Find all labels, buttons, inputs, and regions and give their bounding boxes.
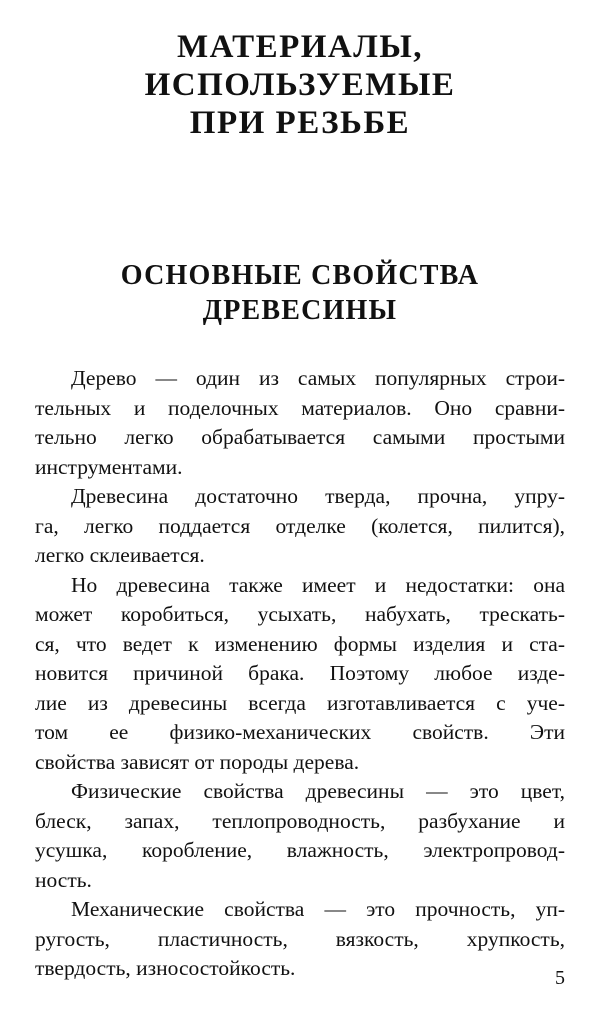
text-line: свойства зависят от породы дерева. bbox=[35, 749, 360, 774]
section-title-line: ОСНОВНЫЕ СВОЙСТВА bbox=[120, 260, 480, 291]
text-line: твердость, износостойкость. bbox=[35, 956, 296, 980]
text-line: Дерево — один из самых популярных строи- bbox=[71, 366, 565, 390]
text-line: лие из древесины всегда изготавливается с уче- bbox=[35, 690, 565, 715]
text-line: новится причиной брака. Поэтому любое изде- bbox=[35, 661, 565, 685]
section-title bbox=[0, 258, 600, 328]
paragraph bbox=[35, 482, 565, 571]
text-line: ность. bbox=[35, 867, 92, 892]
body-text bbox=[35, 364, 565, 984]
paragraph bbox=[35, 777, 565, 895]
text-line: Механические свойства — это прочность, уп- bbox=[71, 897, 565, 921]
text-line: блеск, запах, теплопроводность, разбухание и bbox=[35, 808, 565, 833]
text-line: Древесина достаточно тверда, прочна, упру- bbox=[71, 484, 565, 508]
paragraph bbox=[35, 895, 565, 984]
chapter-title-line: ПРИ РЕЗЬБЕ bbox=[189, 105, 411, 141]
text-line: том ее физико-механических свойств. Эти bbox=[35, 720, 565, 744]
text-line: усушка, коробление, влажность, электропровод- bbox=[35, 838, 565, 862]
text-line: может коробиться, усыхать, набухать, трескать- bbox=[35, 602, 565, 626]
section-title-line: ДРЕВЕСИНЫ bbox=[202, 295, 398, 326]
paragraph bbox=[35, 571, 565, 778]
text-line: тельно легко обрабатывается самыми простыми bbox=[35, 425, 565, 449]
text-line: легко склеивается. bbox=[35, 543, 205, 567]
text-line: ругость, пластичность, вязкость, хрупкость, bbox=[35, 926, 565, 951]
chapter-title-line: МАТЕРИАЛЫ, bbox=[177, 29, 423, 65]
chapter-title-line: ИСПОЛЬЗУЕМЫЕ bbox=[144, 67, 456, 103]
text-line: Физические свойства древесины — это цвет, bbox=[71, 779, 565, 803]
text-line: ся, что ведет к изменению формы изделия и ста- bbox=[35, 631, 565, 656]
text-line: тельных и поделочных материалов. Оно сравни- bbox=[35, 395, 565, 420]
text-line: га, легко поддается отделке (колется, пилится), bbox=[35, 513, 565, 538]
chapter-title bbox=[0, 28, 600, 142]
text-line: инструментами. bbox=[35, 454, 183, 479]
text-line: Но древесина также имеет и недостатки: она bbox=[71, 572, 565, 597]
page-number: 5 bbox=[555, 967, 565, 989]
paragraph bbox=[35, 364, 565, 482]
